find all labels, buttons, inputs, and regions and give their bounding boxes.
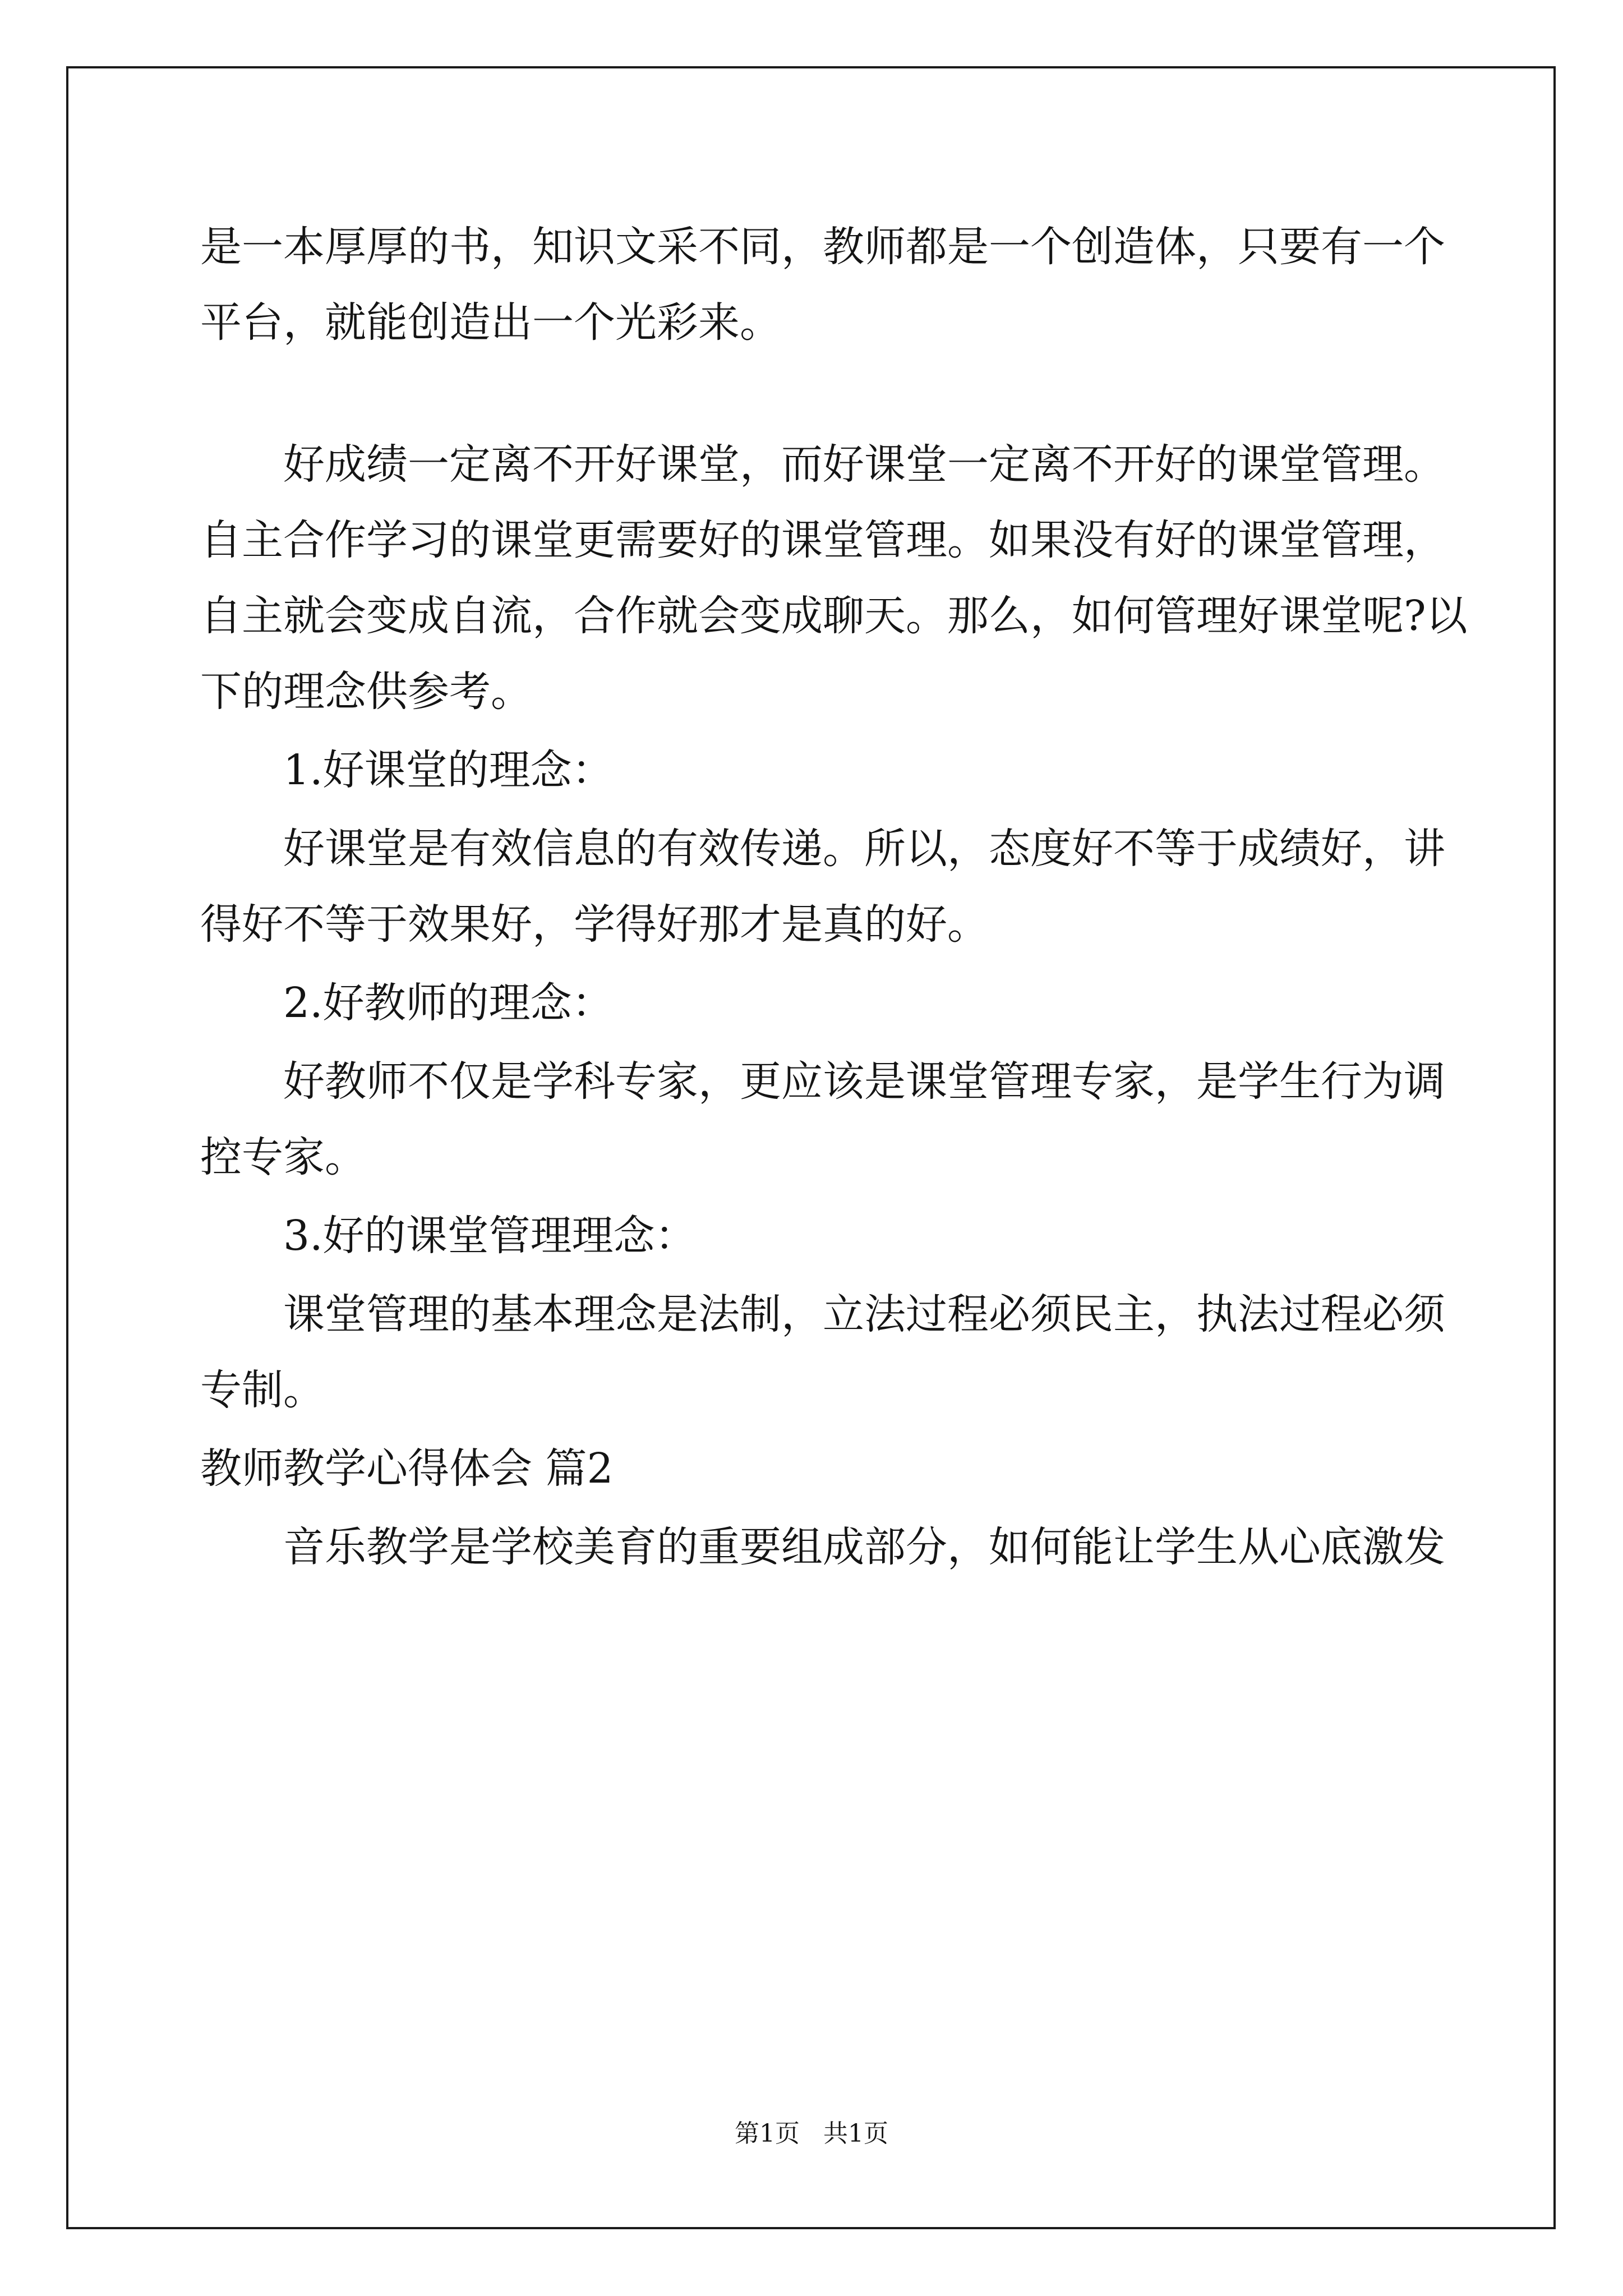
paragraph-line: 自主就会变成自流，合作就会变成聊天。那么，如何管理好课堂呢?以 [200,592,1468,640]
section-heading: 2.好教师的理念： [283,979,614,1027]
paragraph-line: 课堂管理的基本理念是法制，立法过程必须民主，执法过程必须 [283,1290,1445,1338]
section-heading: 1.好课堂的理念： [283,746,614,794]
section-heading: 3.好的课堂管理理念： [283,1212,697,1260]
paragraph-line: 音乐教学是学校美育的重要组成部分，如何能让学生从心底激发 [283,1523,1445,1571]
paragraph-line: 控专家。 [200,1133,366,1181]
paragraph-line: 下的理念供参考。 [200,668,532,716]
paragraph-line: 好课堂是有效信息的有效传递。所以，态度好不等于成绩好，讲 [283,825,1445,873]
paragraph-line: 平台，就能创造出一个光彩来。 [200,298,781,347]
paragraph-line: 自主合作学习的课堂更需要好的课堂管理。如果没有好的课堂管理， [200,516,1445,564]
article-title: 教师教学心得体会 篇2 [200,1444,614,1493]
page-footer: 第1页 共1页 [735,2119,888,2148]
paragraph-line: 得好不等于效果好，学得好那才是真的好。 [200,900,989,949]
paragraph-line: 好教师不仅是学科专家，更应该是课堂管理专家，是学生行为调 [283,1057,1445,1106]
paragraph-line: 是一本厚厚的书，知识文采不同，教师都是一个创造体，只要有一个 [200,223,1445,271]
paragraph-line: 专制。 [200,1366,325,1414]
paragraph-line: 好成绩一定离不开好课堂，而好课堂一定离不开好的课堂管理。 [283,440,1445,489]
